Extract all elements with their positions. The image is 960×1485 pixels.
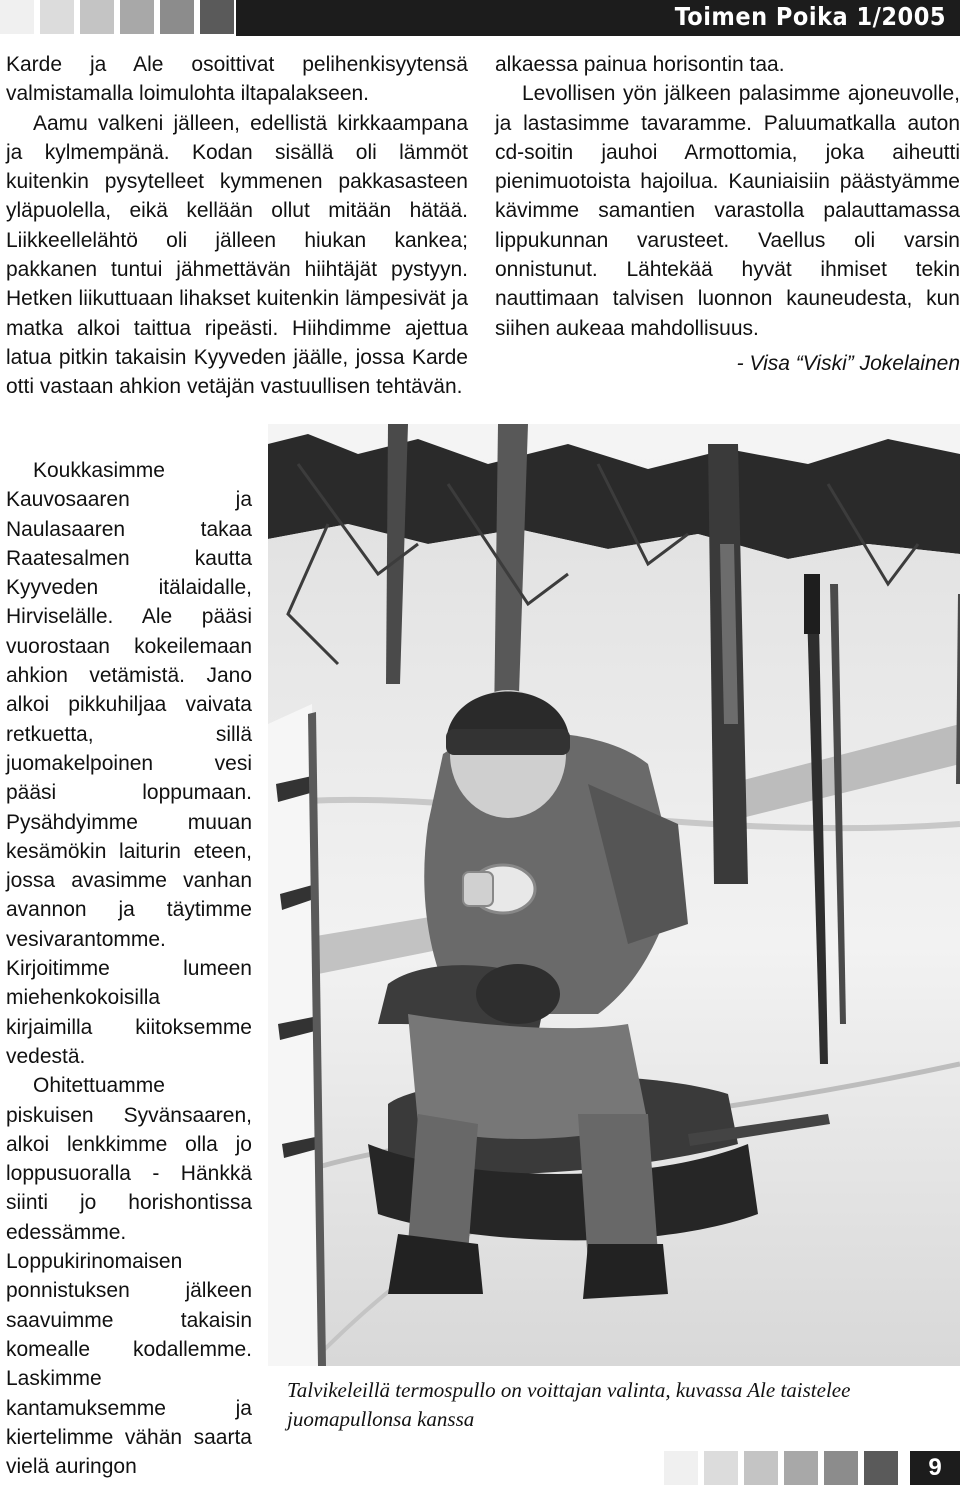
article-paragraph: Karde ja Ale osoittivat pelihenkisyytensä valmistamalla loimulohta iltapalakseen. (6, 53, 468, 106)
author-signature: - Visa “Viski” Jokelainen (736, 351, 960, 375)
magazine-issue-title: Toimen Poika 1/2005 (674, 2, 946, 31)
page-number: 9 (910, 1451, 960, 1485)
header-decoration-square (0, 0, 34, 34)
article-paragraph: Levollisen yön jälkeen palasimme ajoneuvolle, ja lastasimme tavaramme. Paluumatkalla auton cd-soitin jauhoi Armottomia, joka aiheutti pienimuotoista hajoilua. Kauniaisiin päästyämme kävimme samantien varastolla palauttamassa lippukunnan varusteet. Vaellus oli varsin onnistunut. Lähtekää hyvät ihmiset tekin nauttimaan talvisen luonnon kauneudesta, kun siihen aukeaa mahdollisuus. (495, 82, 960, 340)
footer-decoration-square (864, 1451, 898, 1485)
header-decoration-square (120, 0, 154, 34)
footer-decoration-square (704, 1451, 738, 1485)
page-footer (0, 1447, 960, 1485)
header-decoration-square (200, 0, 234, 34)
article-paragraph: Aamu valkeni jälleen, edellistä kirkkaampana ja kylmempänä. Kodan sisällä oli lämmöt kuitenkin pysytelleet kymmenen pakkasasteen yläpuolella, eikä kellään ollut mitään hätää. Liikkeellelähtö oli jälleen hiukan kankea; pakkanen tuntui jähmettävän hiihtäjät pystyyn. Hetken liikuttuaan lihakset kuitenkin lämpesivät ja matka alkoi taittua ripeästi. Hiihdimme ajettua latua pitkin takaisin Kyyveden jäälle, jossa Karde otti vastaan ahkion vetäjän vastuullisen tehtävän. (6, 111, 468, 399)
article-paragraph: Koukkasimme Kauvosaaren ja Naulasaaren takaa Raatesalmen kautta Kyyveden itälaidalle, Hirviselälle. Ale pääsi vuorostaan kokeilemaan ahkion vetämistä. Jano alkoi pikkuhiljaa vaivata retkuetta, sillä juomakelpoinen vesi pääsi loppumaan. Pysähdyimme muuan kesämökin laiturin eteen, jossa avasimme vanhan avannon ja täytimme vesivarantomme. Kirjoitimme lumeen miehenkokoisilla kirjaimilla kiitoksemme vedestä. (6, 459, 252, 1068)
article-column-left-top (6, 50, 468, 402)
winter-photo-illustration (268, 424, 960, 1366)
article-column-right (495, 50, 960, 378)
article-photo (268, 424, 960, 1366)
header-decoration-squares (0, 0, 240, 36)
header-bar (236, 0, 960, 36)
footer-decoration-square (664, 1451, 698, 1485)
footer-decoration-square (744, 1451, 778, 1485)
header-decoration-square (40, 0, 74, 34)
article-paragraph: alkaessa painua horisontin taa. (495, 53, 785, 76)
article-column-left-bottom (6, 456, 252, 1481)
photo-caption: Talvikeleillä termospullo on voittajan valinta, kuvassa Ale taistelee juomapullonsa kanssa (287, 1378, 851, 1431)
article-paragraph: Ohitettuamme piskuisen Syvänsaaren, alkoi lenkkimme olla jo loppusuoralla - Hänkkä siinti jo horishontissa edessämme. Loppukirinomaisen ponnistuksen jälkeen saavuimme takaisin komealle kodallemme. Laskimme kantamuksemme ja kiertelimme vähän saarta vielä auringon (6, 1074, 252, 1479)
header-decoration-square (80, 0, 114, 34)
footer-decoration-square (824, 1451, 858, 1485)
page-header (0, 0, 960, 36)
header-decoration-square (160, 0, 194, 34)
footer-decoration-square (784, 1451, 818, 1485)
